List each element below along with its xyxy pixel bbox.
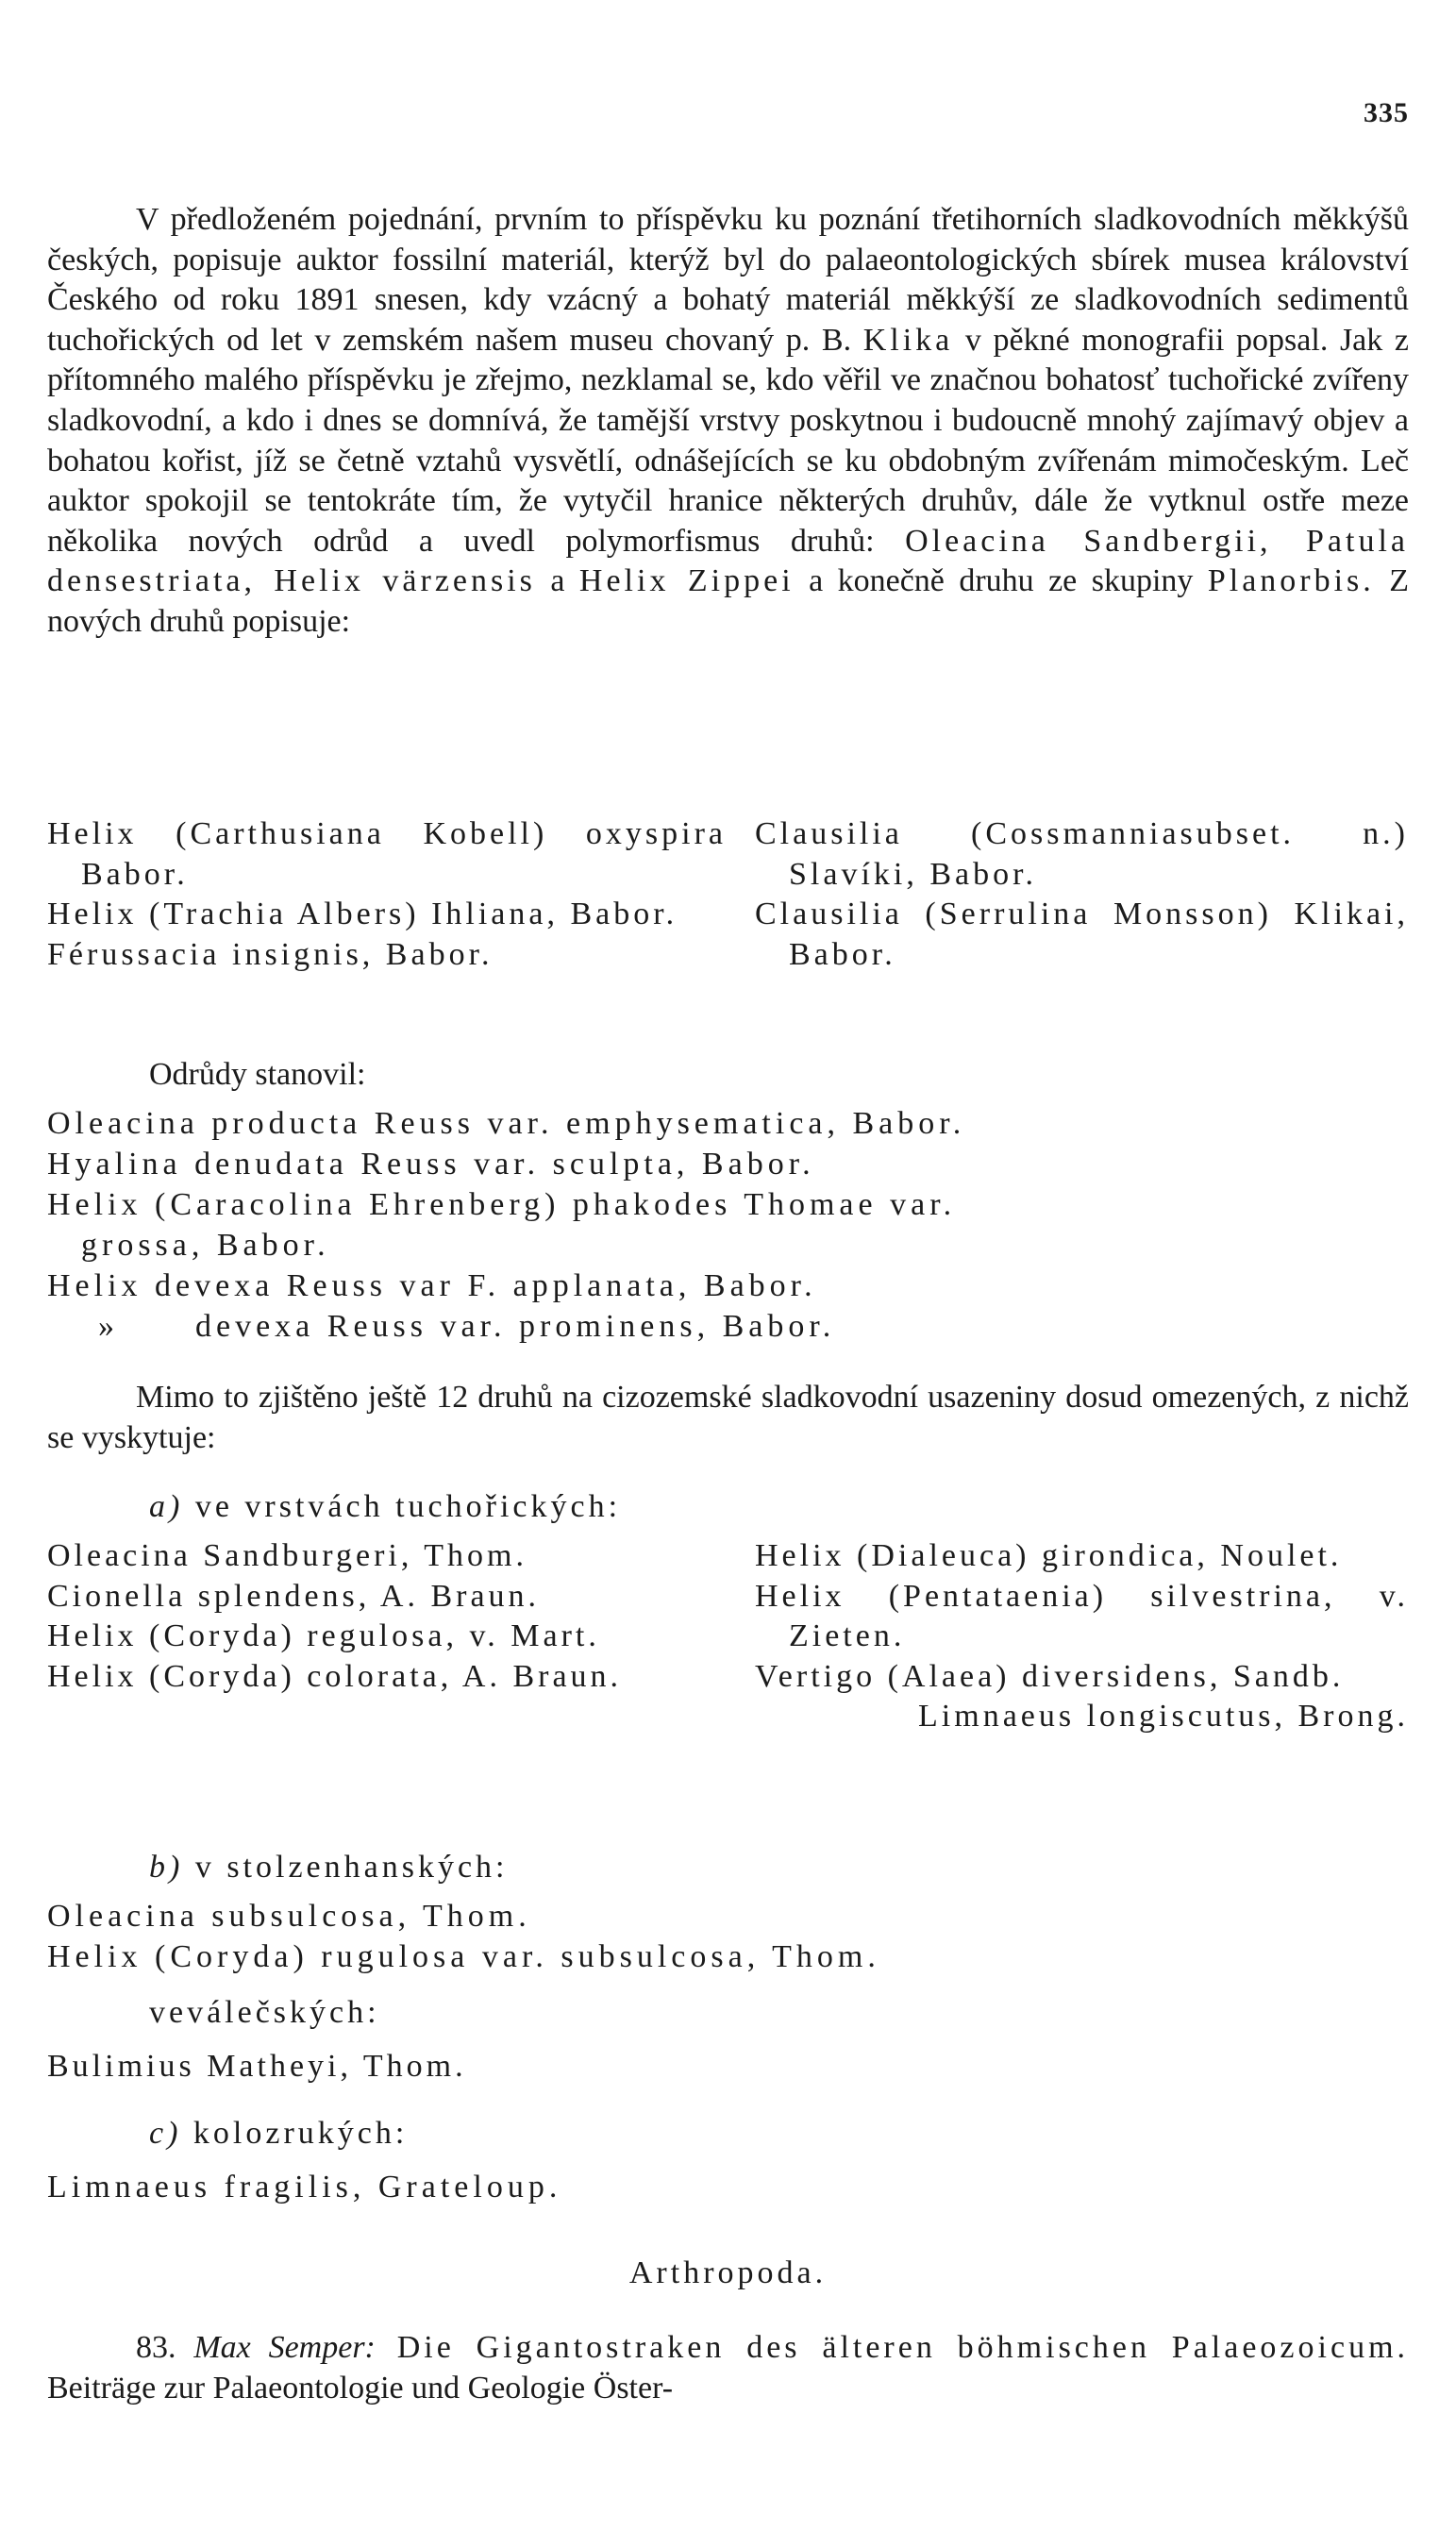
section-c-heading <box>149 2114 408 2154</box>
variety-line: grossa, Babor. <box>81 1228 330 1263</box>
species-entry: Helix (Coryda) regulosa, v. Mart. <box>47 1618 600 1654</box>
foreign-species-paragraph: Mimo to zjištěno ještě 12 druhů na cizozemské sladkovodní usazeniny dosud omezených, z nichž se vyskytuje: <box>47 1380 1409 1455</box>
intro-species-1: Oleacina Sandbergii, Patula densestriata, Helix värzensis <box>47 523 1410 599</box>
section-b-species: Helix (Coryda) rugulosa var. subsulcosa, Thom. <box>47 1939 880 1974</box>
section-b-heading <box>149 1848 509 1888</box>
species-entry: Helix (Coryda) colorata, A. Braun. <box>47 1658 623 1694</box>
section-b-species: Oleacina subsulcosa, Thom. <box>47 1899 531 1934</box>
section-b-label: v stolzenhanských: <box>183 1850 509 1885</box>
document-page <box>47 0 1409 2548</box>
arthropoda-heading: Arthropoda. <box>628 2255 828 2290</box>
intro-text-5: Z nových druhů popisuje: <box>47 563 1410 639</box>
variety-line: Helix devexa Reuss var F. applanata, Babor. <box>47 1268 817 1303</box>
section-a-right-column <box>755 1536 1409 1737</box>
variety-line: Hyalina denudata Reuss var. sculpta, Babor. <box>47 1147 815 1182</box>
intro-text-1: V předloženém pojednání, prvním to příspěvku ku poznání třetihorních sladkovodních měkkýšů českých, popisuje auktor fossilní materiál, kterýž byl do palaeontologických sbírek musea království Českého od roku 1891 snesen, kdy vzácný a bohatý materiál měkkýší ze sladkovodních sedimentů tuchořických od let v zemském našem museu chovaný p. B. <box>47 202 1409 358</box>
section-b-heading-2: veválečských: <box>149 1995 380 2030</box>
section-b-letter: b) <box>149 1850 184 1885</box>
intro-species-2: Helix Zippei <box>578 563 795 599</box>
intro-text-2: v pěkné monografii popsal. Jak z přítomného malého příspěvku je zřejmo, nezklamal se, kdo věřil ve značnou bohatosť tuchořické zvířeny sladkovodní, a kdo i dnes se domnívá, že tamější vrstvy poskytnou i budoucně mnohý zajímavý objev a bohatou kořist, jíž se četně vztahů vysvětlí, odnášejících se ku obdobným zvířenám mimočeským. Leč auktor spokojil se tentokráte tím, že vytyčil hranice některých druhův, dále že vytknul ostře meze několika nových odrůd a uvedl polymorfismus druhů: <box>47 322 1409 559</box>
species-entry: Oleacina Sandburgeri, Thom. <box>47 1538 527 1573</box>
new-species-left-column <box>47 814 727 975</box>
section-a-label: ve vrstvách tuchořických: <box>183 1489 622 1524</box>
reference-title: Die Gigantostraken des älteren böhmischen Palaeozoicum. <box>375 2330 1410 2365</box>
intro-paragraph <box>47 200 1409 643</box>
page-number: 335 <box>1364 97 1409 128</box>
new-species-entry: Helix (Trachia Albers) Ihliana, Babor. <box>47 897 678 932</box>
intro-text-3: a <box>535 563 579 599</box>
varieties-heading: Odrůdy stanovil: <box>149 1057 366 1092</box>
intro-species-3: Planorbis. <box>1207 563 1375 599</box>
new-species-entry: Clausilia (Cossmanniasubset. n.) Slavíki, Babor. <box>755 816 1409 892</box>
section-a-left-column <box>47 1536 727 1697</box>
new-species-entry: Férussacia insignis, Babor. <box>47 936 494 972</box>
reference-author: Max Semper: <box>193 2330 376 2365</box>
species-entry: Cionella splendens, A. Braun. <box>47 1578 541 1614</box>
variety-line: Helix (Caracolina Ehrenberg) phakodes Thomae var. <box>47 1187 957 1222</box>
intro-name-klika: Klika <box>862 322 954 358</box>
species-entry: Helix (Dialeuca) girondica, Noulet. <box>755 1538 1343 1573</box>
reference-number: 83. <box>136 2330 176 2365</box>
section-c-letter: c) <box>149 2116 182 2151</box>
section-a-heading <box>149 1487 621 1528</box>
reference-tail: Beiträge zur Palaeontologie und Geologie Öster- <box>47 2370 674 2406</box>
new-species-entry: Clausilia (Serrulina Monsson) Klikai, Babor. <box>755 897 1409 972</box>
reference-paragraph <box>47 2328 1409 2408</box>
section-c-label: kolozrukých: <box>181 2116 409 2151</box>
variety-line: Oleacina producta Reuss var. emphysematica, Babor. <box>47 1106 966 1141</box>
species-entry: Limnaeus longiscutus, Brong. <box>918 1699 1409 1735</box>
variety-line: » devexa Reuss var. prominens, Babor. <box>98 1309 836 1344</box>
section-c-species: Limnaeus fragilis, Grateloup. <box>47 2170 562 2204</box>
species-entry: Helix (Pentataenia) silvestrina, v. Zieten. <box>755 1578 1409 1654</box>
new-species-entry: Helix (Carthusiana Kobell) oxyspira Babor. <box>47 816 727 892</box>
section-a-letter: a) <box>149 1489 184 1524</box>
species-entry: Vertigo (Alaea) diversidens, Sandb. <box>755 1658 1345 1694</box>
section-b-species: Bulimius Matheyi, Thom. <box>47 2049 467 2084</box>
intro-text-4: a konečně druhu ze skupiny <box>794 563 1208 599</box>
new-species-right-column <box>755 814 1409 975</box>
